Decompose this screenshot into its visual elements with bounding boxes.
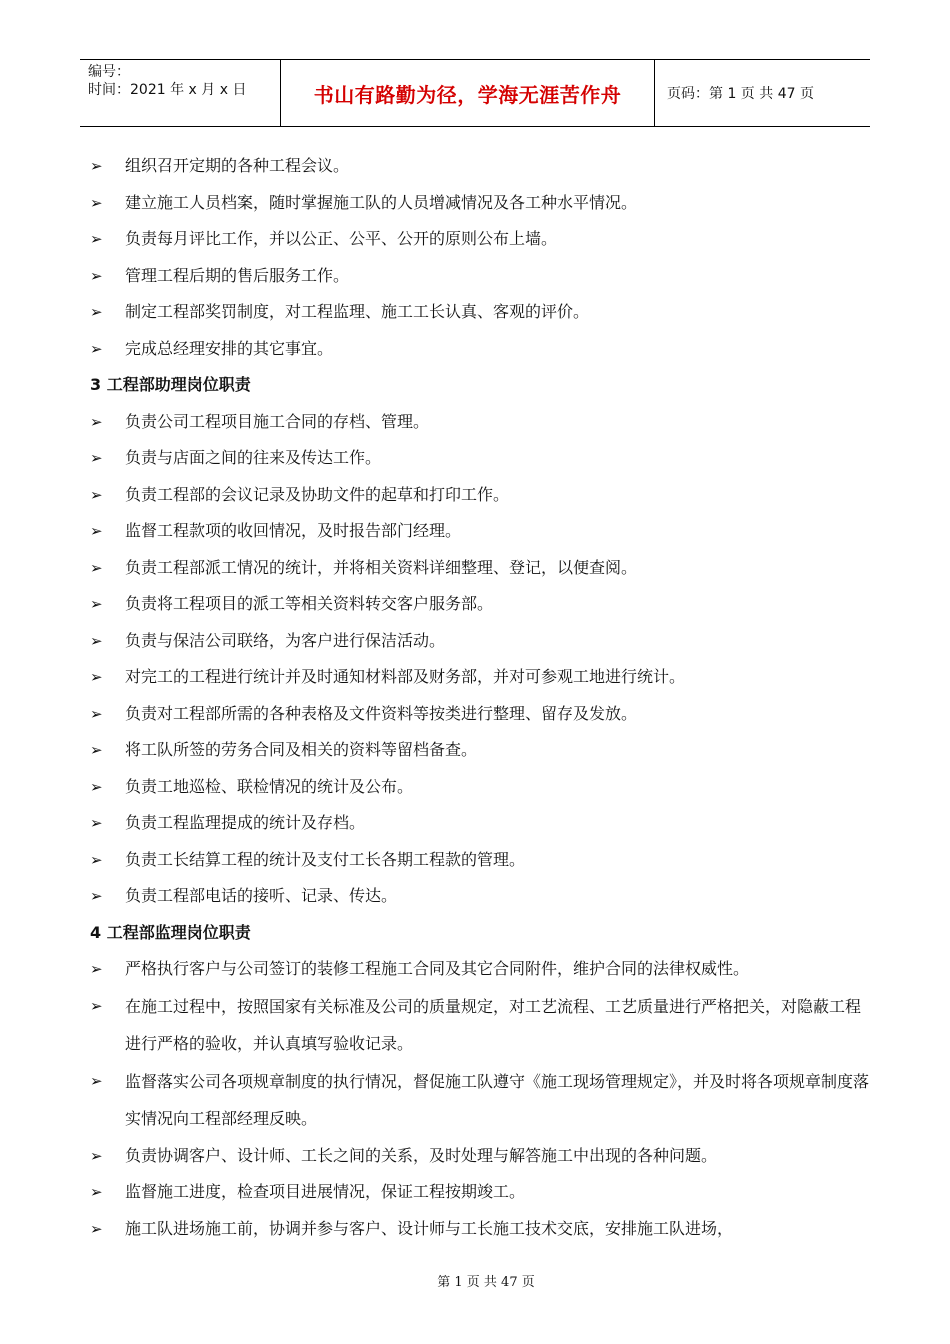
section3-title: 3 工程部助理岗位职责: [90, 375, 251, 394]
bullet-arrow-icon: ➢: [90, 230, 103, 248]
page-footer: 第 1 页 共 47 页: [437, 1275, 535, 1290]
list-item: ➢ 负责与保洁公司联络，为客户进行保洁活动。: [90, 623, 870, 660]
bullet-arrow-icon: ➢: [90, 668, 103, 686]
header-motto: 书山有路勤为径，学海无涯苦作舟: [281, 60, 655, 126]
bullet-arrow-icon: ➢: [90, 741, 103, 759]
list-item: ➢ 负责公司工程项目施工合同的存档、管理。: [90, 404, 870, 441]
bullet-arrow-icon: ➢: [90, 996, 103, 1015]
list-item: ➢ 对完工的工程进行统计并及时通知材料部及财务部，并对可参观工地进行统计。: [90, 659, 870, 696]
list-item: ➢ 负责工长结算工程的统计及支付工长各期工程款的管理。: [90, 842, 870, 879]
list-item: ➢ 监督工程款项的收回情况，及时报告部门经理。: [90, 513, 870, 550]
bullet-arrow-icon: ➢: [90, 704, 103, 723]
document-number-label: 编号：: [88, 64, 130, 80]
list-item: ➢ 施工队进场施工前，协调并参与客户、设计师与工长施工技术交底，安排施工队进场，: [90, 1211, 870, 1248]
bullet-arrow-icon: ➢: [90, 157, 103, 175]
bullet-arrow-icon: ➢: [90, 193, 103, 212]
bullet-arrow-icon: ➢: [90, 522, 103, 540]
document-body: [90, 148, 870, 1247]
list-item: ➢ 监督落实公司各项规章制度的执行情况，督促施工队遵守《施工现场管理规定》，并及时将各项规章制度落实情况向工程部经理反映。: [90, 1063, 870, 1138]
list-item: ➢ 监督施工进度，检查项目进展情况，保证工程按期竣工。: [90, 1174, 870, 1211]
list-item: ➢ 将工队所签的劳务合同及相关的资料等留档备查。: [90, 732, 870, 769]
list-item: ➢ 负责工地巡检、联检情况的统计及公布。: [90, 769, 870, 806]
bullet-arrow-icon: ➢: [90, 850, 103, 869]
list-item: ➢ 组织召开定期的各种工程会议。: [90, 148, 870, 185]
bullet-arrow-icon: ➢: [90, 412, 103, 431]
bullet-arrow-icon: ➢: [90, 558, 103, 577]
bullet-arrow-icon: ➢: [90, 887, 103, 905]
list-item: ➢ 负责对工程部所需的各种表格及文件资料等按类进行整理、留存及发放。: [90, 696, 870, 733]
header-meta: [80, 60, 281, 126]
bullet-arrow-icon: ➢: [90, 339, 103, 358]
bullet-arrow-icon: ➢: [90, 1219, 103, 1238]
bullet-arrow-icon: ➢: [90, 449, 103, 467]
bullet-arrow-icon: ➢: [90, 631, 103, 650]
list-item: ➢ 完成总经理安排的其它事宜。: [90, 331, 870, 368]
section2-list: [90, 148, 870, 367]
list-item: ➢ 在施工过程中，按照国家有关标准及公司的质量规定，对工艺流程、工艺质量进行严格把关，对隐蔽工程进行严格的验收，并认真填写验收记录。: [90, 988, 870, 1063]
list-item: ➢ 负责工程监理提成的统计及存档。: [90, 805, 870, 842]
list-item: ➢ 负责每月评比工作，并以公正、公平、公开的原则公布上墙。: [90, 221, 870, 258]
bullet-arrow-icon: ➢: [90, 485, 103, 504]
bullet-arrow-icon: ➢: [90, 266, 103, 285]
list-item: ➢ 建立施工人员档案，随时掌握施工队的人员增减情况及各工种水平情况。: [90, 185, 870, 222]
bullet-arrow-icon: ➢: [90, 303, 103, 321]
list-item: ➢ 负责工程部的会议记录及协助文件的起草和打印工作。: [90, 477, 870, 514]
section3-list: [90, 404, 870, 915]
list-item: ➢ 负责协调客户、设计师、工长之间的关系，及时处理与解答施工中出现的各种问题。: [90, 1138, 870, 1175]
list-item: ➢ 负责工程部电话的接听、记录、传达。: [90, 878, 870, 915]
bullet-arrow-icon: ➢: [90, 1146, 103, 1165]
bullet-arrow-icon: ➢: [90, 595, 103, 613]
list-item: ➢ 管理工程后期的售后服务工作。: [90, 258, 870, 295]
page-header: [80, 59, 870, 127]
bullet-arrow-icon: ➢: [90, 960, 103, 978]
list-item: ➢ 负责与店面之间的往来及传达工作。: [90, 440, 870, 477]
bullet-arrow-icon: ➢: [90, 1183, 103, 1201]
list-item: ➢ 负责工程部派工情况的统计，并将相关资料详细整理、登记，以便查阅。: [90, 550, 870, 587]
section4-list: [90, 951, 870, 1247]
section4-title: 4 工程部监理岗位职责: [90, 922, 251, 942]
list-item: ➢ 制定工程部奖罚制度，对工程监理、施工工长认真、客观的评价。: [90, 294, 870, 331]
header-page-info: 页码：第 1 页 共 47 页: [667, 86, 814, 102]
bullet-arrow-icon: ➢: [90, 777, 103, 796]
list-item: ➢ 负责将工程项目的派工等相关资料转交客户服务部。: [90, 586, 870, 623]
bullet-arrow-icon: ➢: [90, 814, 103, 832]
bullet-arrow-icon: ➢: [90, 1071, 103, 1090]
list-item: ➢ 严格执行客户与公司签订的装修工程施工合同及其它合同附件，维护合同的法律权威性。: [90, 951, 870, 988]
document-time-label: 时间：2021 年 x 月 x 日: [88, 82, 247, 98]
